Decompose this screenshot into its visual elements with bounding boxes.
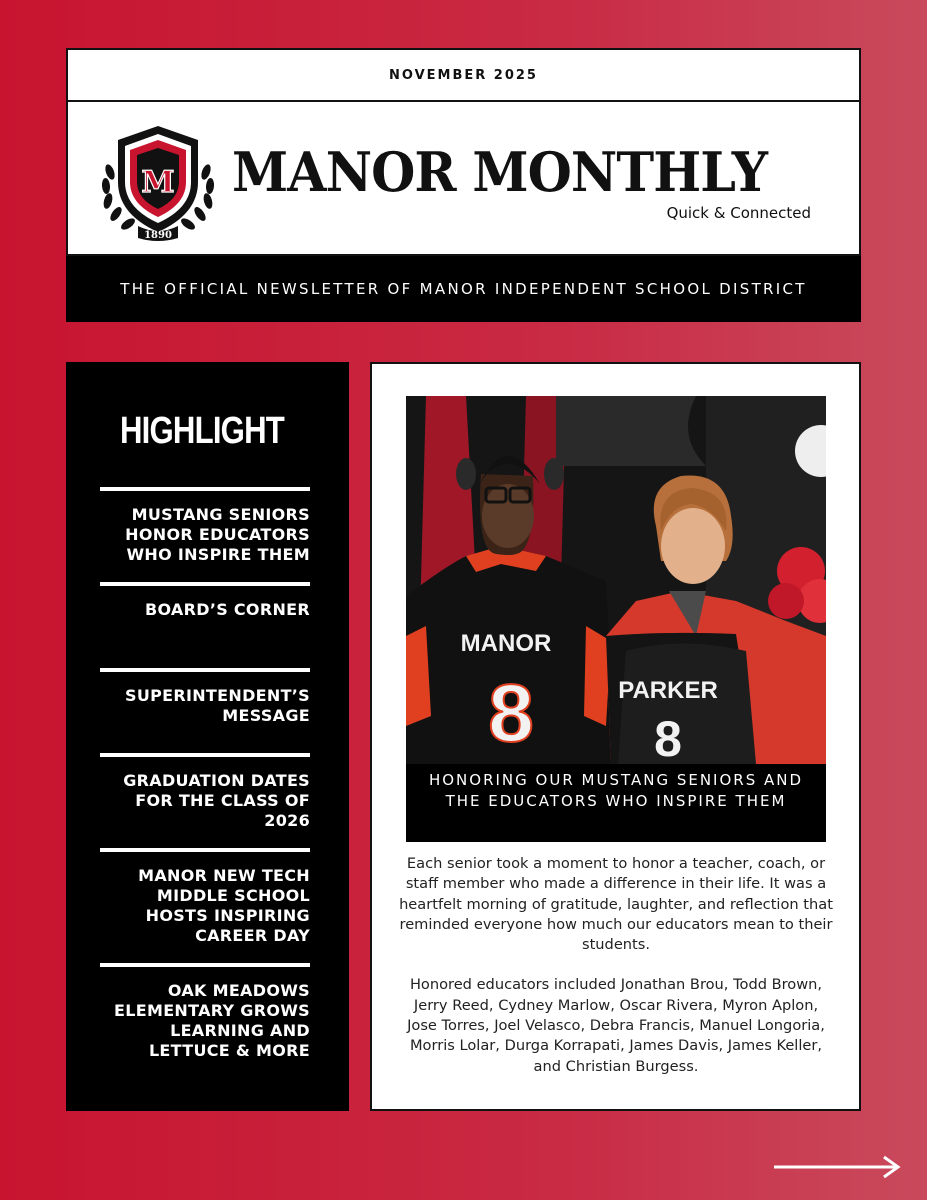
highlight-item-superintendent-message[interactable]: SUPERINTENDENT’S MESSAGE xyxy=(100,668,310,726)
photo-jersey-parker-number: 8 xyxy=(654,711,682,764)
school-crest-logo xyxy=(98,122,218,242)
photo-jersey-manor-label: MANOR xyxy=(460,630,552,657)
highlight-item-boards-corner[interactable]: BOARD’S CORNER xyxy=(100,582,310,620)
article-paragraph-2: Honored educators included Jonathan Brou, Todd Brown, Jerry Reed, Cydney Marlow, Oscar Rivera, Myron Aplon, Jose Torres, Joel Velasco, Debra Francis, Manuel Longoria, Morris Lolar, Durga Korrapati, James Davis, James Keller, and Christian Burgess. xyxy=(407,976,825,1075)
feature-article xyxy=(370,362,861,1111)
issue-date: NOVEMBER 2025 xyxy=(389,67,538,83)
crest-letter: M xyxy=(141,165,175,200)
highlight-item-career-day[interactable]: MANOR NEW TECH MIDDLE SCHOOL HOSTS INSPIRING CAREER DAY xyxy=(100,848,310,946)
photo-jersey-manor-number: 8 xyxy=(488,668,534,759)
newsletter-subtitle: Quick & Connected xyxy=(666,204,811,222)
crest-year: 1890 xyxy=(144,230,172,241)
article-body xyxy=(398,854,834,1097)
highlight-title: HIGHLIGHT xyxy=(120,410,284,452)
highlight-sidebar xyxy=(66,362,349,1111)
photo-caption: HONORING OUR MUSTANG SENIORS AND THE EDUCATORS WHO INSPIRE THEM xyxy=(406,764,826,842)
highlight-item-graduation-dates[interactable]: GRADUATION DATES FOR THE CLASS OF 2026 xyxy=(100,753,310,831)
feature-photo xyxy=(406,396,826,764)
banner-text: THE OFFICIAL NEWSLETTER OF MANOR INDEPENDENT SCHOOL DISTRICT xyxy=(120,280,807,298)
photo-jersey-parker-label: PARKER xyxy=(618,677,718,704)
date-bar xyxy=(68,50,859,102)
newsletter-banner xyxy=(66,256,861,322)
article-paragraph-1: Each senior took a moment to honor a teacher, coach, or staff member who made a difference in their life. It was a heartfelt morning of gratitude, laughter, and reflection that reminded everyone how much our educators mean to their students. xyxy=(399,855,833,954)
next-page-arrow-icon[interactable] xyxy=(772,1154,902,1180)
masthead xyxy=(66,48,861,256)
highlight-item-mustang-seniors[interactable]: MUSTANG SENIORS HONOR EDUCATORS WHO INSPIRE THEM xyxy=(100,487,310,565)
highlight-item-oak-meadows[interactable]: OAK MEADOWS ELEMENTARY GROWS LEARNING AND LETTUCE & MORE xyxy=(100,963,310,1061)
newsletter-title: MANOR MONTHLY xyxy=(232,140,768,204)
